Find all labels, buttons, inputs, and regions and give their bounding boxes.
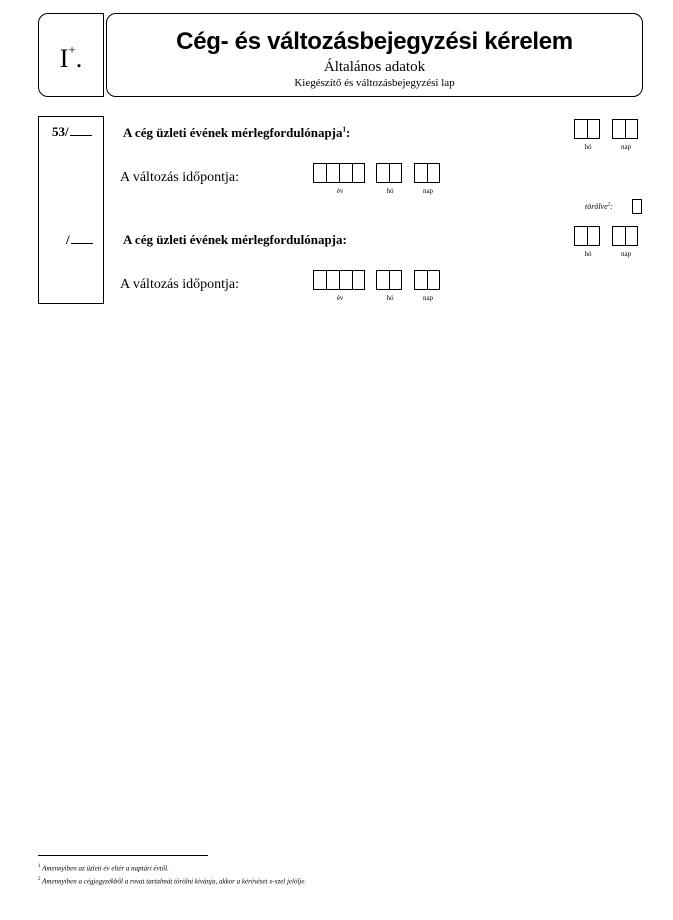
change-day-field[interactable]	[414, 270, 440, 290]
page-subtitle: Általános adatok	[323, 59, 426, 75]
change-date-label: A változás időpontja:	[120, 277, 239, 292]
page-title: Cég- és változásbejegyzési kérelem	[176, 28, 573, 55]
sheet-type: Kiegészítő és változásbejegyzési lap	[294, 77, 455, 89]
change-month-caption: hó	[386, 294, 394, 302]
change-month-caption: hó	[386, 187, 394, 195]
footnote-divider	[38, 855, 208, 856]
form-code-box	[38, 13, 104, 97]
change-day-field[interactable]	[414, 163, 440, 183]
form-code: I+.	[59, 42, 83, 73]
change-day-caption: nap	[422, 187, 434, 195]
day-caption: nap	[620, 143, 632, 151]
change-day-caption: nap	[422, 294, 434, 302]
balance-day-field[interactable]	[612, 119, 638, 139]
balance-day-field[interactable]	[612, 226, 638, 246]
balance-date-label: A cég üzleti évének mérlegfordulónapja$^1$:	[123, 125, 351, 140]
footnote-1: $^1$ Amennyiben az üzleti év eltér a naptári évtől.	[38, 864, 169, 873]
month-caption: hó	[584, 250, 592, 258]
change-month-field[interactable]	[376, 163, 402, 183]
title-box	[106, 13, 643, 97]
balance-month-field[interactable]	[574, 226, 600, 246]
year-caption: év	[336, 294, 344, 302]
row-number: 53/	[52, 124, 92, 140]
footnote-2: $^2$ Amennyiben a cégjegyzékből a rovat tartalmát törölni kívánja, akkor a kéréséset x-szel jelölje.	[38, 877, 307, 886]
row-number: /	[66, 232, 93, 248]
balance-date-label: A cég üzleti évének mérlegfordulónapja:	[123, 232, 347, 247]
change-year-field[interactable]	[313, 270, 365, 290]
change-year-field[interactable]	[313, 163, 365, 183]
year-caption: év	[336, 187, 344, 195]
deleted-checkbox[interactable]	[632, 199, 642, 214]
row-number-column	[38, 116, 104, 304]
balance-month-field[interactable]	[574, 119, 600, 139]
change-month-field[interactable]	[376, 270, 402, 290]
day-caption: nap	[620, 250, 632, 258]
change-date-label: A változás időpontja:	[120, 170, 239, 185]
deleted-label: törölve$^2$:	[585, 202, 613, 211]
month-caption: hó	[584, 143, 592, 151]
